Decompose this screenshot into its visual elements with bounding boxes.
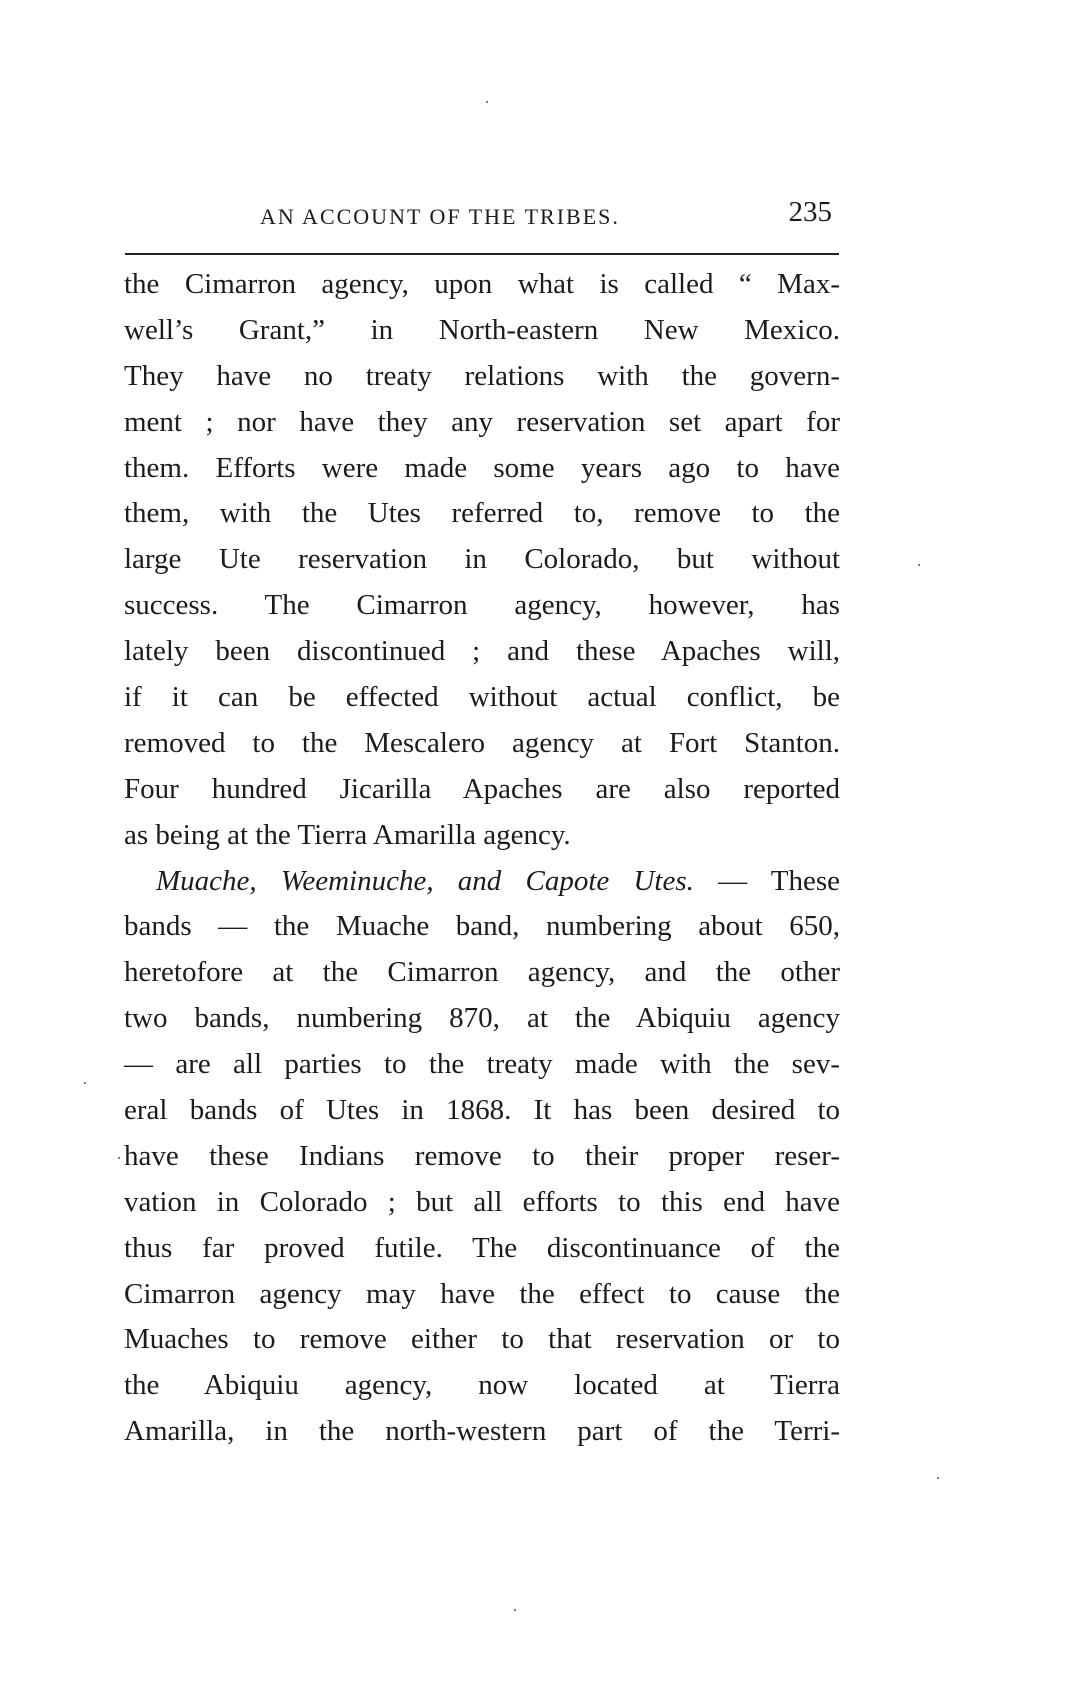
paragraph-cimarron-apaches [124,262,840,859]
heading-line-text: — These [718,864,840,897]
body-text [124,262,840,1455]
text-line: Muaches to remove either to that reservation or to [124,1323,840,1356]
text-line: have these Indians remove to their proper reser- [124,1139,840,1172]
text-line: eral bands of Utes in 1868. It has been desired to [124,1094,840,1127]
running-title: AN ACCOUNT OF THE TRIBES. [260,204,620,229]
text-line: — are all parties to the treaty made with the sev- [124,1048,840,1081]
text-line: heretofore at the Cimarron agency, and the other [124,956,840,989]
paper-speck [918,564,920,566]
text-line: removed to the Mescalero agency at Fort Stanton. [124,726,840,759]
text-line: them. Efforts were made some years ago to have [124,451,840,484]
text-line: the Abiquiu agency, now located at Tierra [124,1369,840,1402]
running-head [124,196,840,236]
text-line: thus far proved futile. The discontinuance of the [124,1231,840,1264]
text-line: Four hundred Jicarilla Apaches are also reported [124,772,840,805]
text-line: They have no treaty relations with the govern- [124,359,840,392]
text-line: large Ute reservation in Colorado, but without [124,543,840,576]
paper-speck [118,1157,120,1159]
paper-speck [486,101,488,103]
text-line: two bands, numbering 870, at the Abiquiu agency [124,1002,840,1035]
text-line: ment ; nor have they any reservation set apart for [124,405,840,438]
text-line: them, with the Utes referred to, remove to the [124,497,840,530]
text-line: Cimarron agency may have the effect to cause the [124,1277,840,1310]
paper-speck [84,1082,86,1084]
text-line: well’s Grant,” in North-eastern New Mexico. [124,313,840,346]
text-line: Amarilla, in the north-western part of the Terri- [124,1415,840,1448]
paper-speck [937,1477,939,1479]
text-line: the Cimarron agency, upon what is called “ Max- [124,268,840,300]
section-heading-line [124,859,840,905]
text-line: success. The Cimarron agency, however, has [124,589,840,622]
text-line: bands — the Muache band, numbering about 650, [124,910,840,943]
text-line: as being at the Tierra Amarilla agency. [124,818,571,851]
text-line: if it can be effected without actual conflict, be [124,681,840,714]
section-heading: Muache, Weeminuche, and Capote Utes. [156,864,694,897]
paper-speck [514,1609,516,1611]
text-line: lately been discontinued ; and these Apaches will, [124,635,840,668]
text-line: vation in Colorado ; but all efforts to this end have [124,1185,840,1218]
page-number: 235 [788,196,832,228]
header-rule [125,253,839,255]
paragraph-ute-bands [124,859,840,1456]
